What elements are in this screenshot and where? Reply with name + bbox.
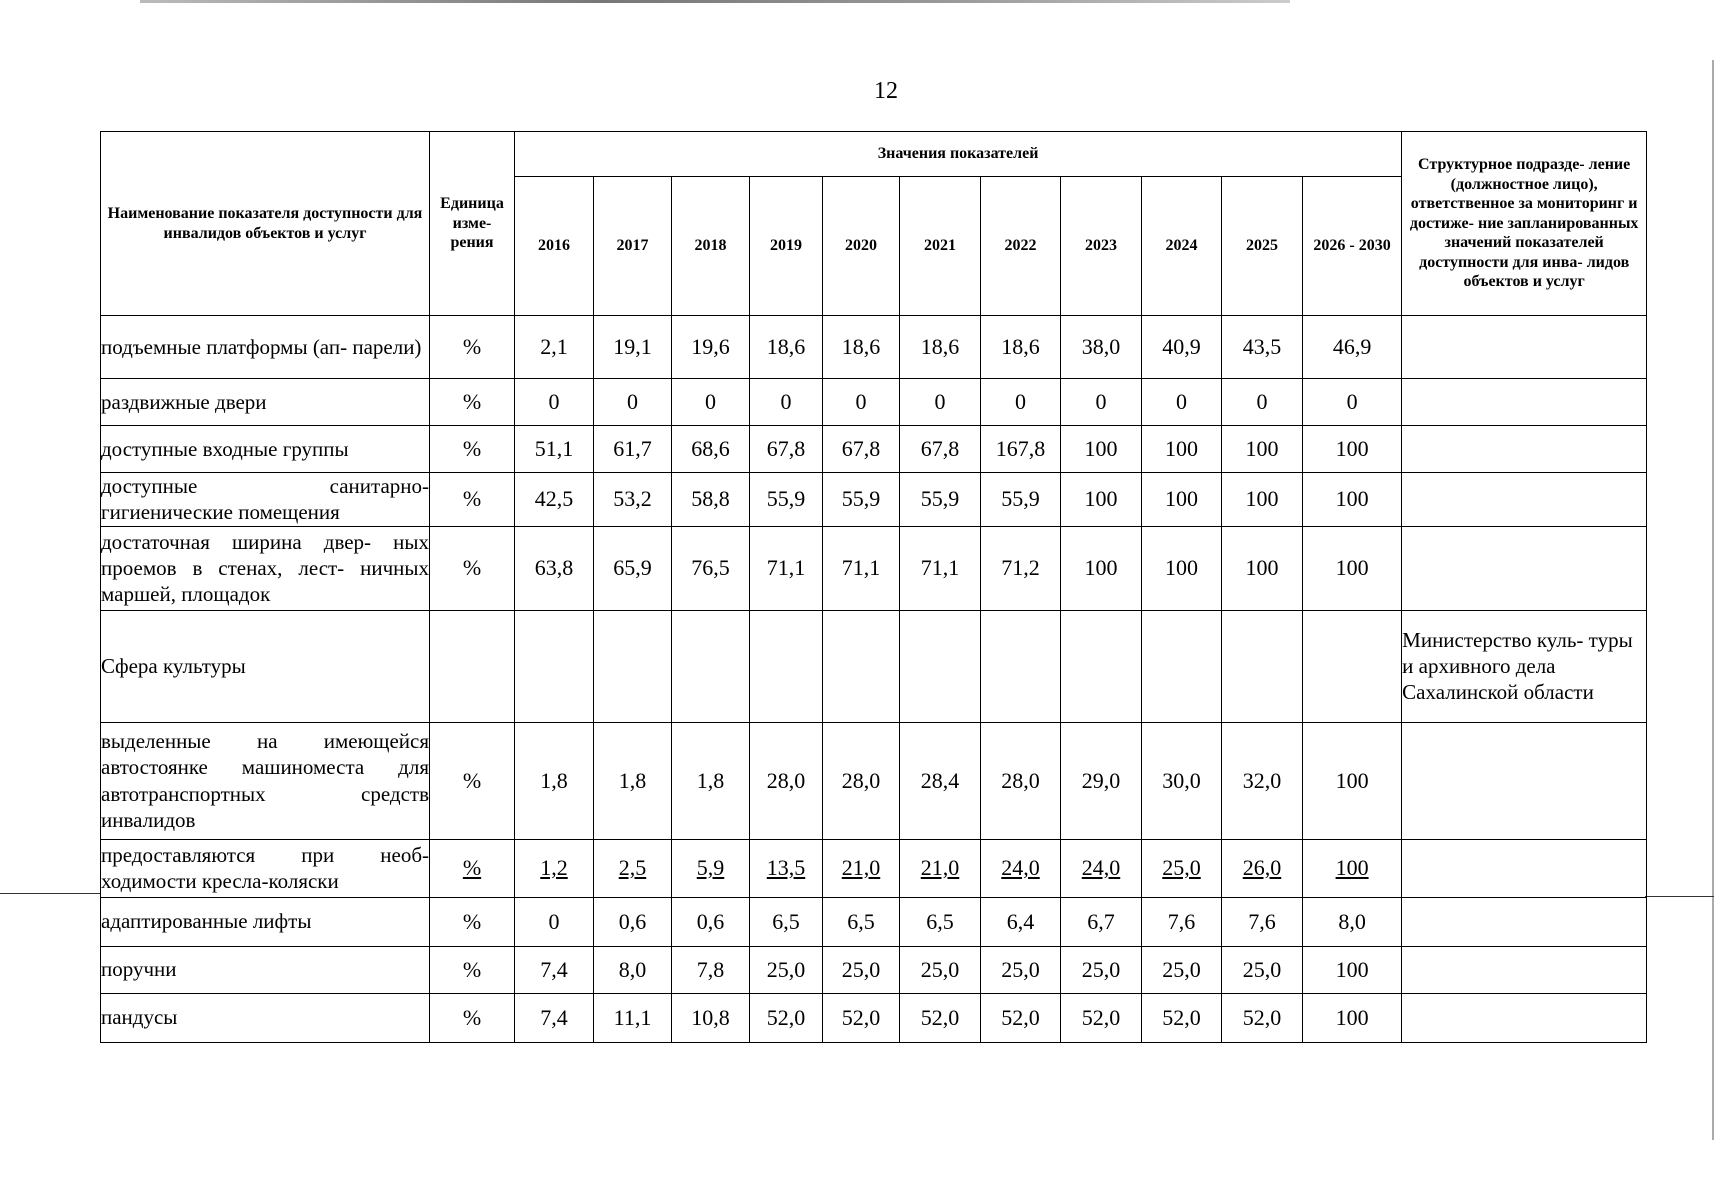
- table-row: [101, 722, 1647, 839]
- value-cell: 0: [900, 379, 981, 426]
- responsible-cell: [1402, 426, 1647, 473]
- value-cell: 25,0: [750, 946, 823, 993]
- value-cell: 100: [1303, 993, 1402, 1042]
- value-cell: [823, 610, 900, 722]
- value-cell: 28,0: [823, 722, 900, 839]
- value-cell: 100: [1303, 722, 1402, 839]
- value-cell: 0,6: [594, 897, 672, 946]
- table-row: [101, 426, 1647, 473]
- header-year: 2022: [981, 177, 1061, 316]
- table-row: [101, 897, 1647, 946]
- unit-cell: %: [430, 993, 515, 1042]
- value-cell: 7,8: [672, 946, 750, 993]
- table-row: [101, 473, 1647, 527]
- responsible-cell: [1402, 379, 1647, 426]
- value-cell: 68,6: [672, 426, 750, 473]
- scan-artifact-line-left: [0, 893, 100, 894]
- value-cell: 24,0: [1061, 839, 1142, 897]
- value-cell: 1,8: [672, 722, 750, 839]
- value-cell: 28,0: [981, 722, 1061, 839]
- value-cell: 67,8: [750, 426, 823, 473]
- responsible-cell: [1402, 473, 1647, 527]
- unit-cell: %: [430, 722, 515, 839]
- value-cell: 6,7: [1061, 897, 1142, 946]
- value-cell: 18,6: [900, 316, 981, 379]
- value-cell: 10,8: [672, 993, 750, 1042]
- value-cell: 52,0: [823, 993, 900, 1042]
- header-year: 2020: [823, 177, 900, 316]
- table-row: [101, 610, 1647, 722]
- unit-cell: %: [430, 839, 515, 897]
- value-cell: [672, 610, 750, 722]
- responsible-cell: [1402, 946, 1647, 993]
- value-cell: 0: [981, 379, 1061, 426]
- indicator-name-cell: предоставляются при необ- ходимости кресла-коляски: [101, 839, 430, 897]
- value-cell: 11,1: [594, 993, 672, 1042]
- header-indicator-name: Наименование показателя доступности для инвалидов объектов и услуг: [101, 132, 430, 316]
- value-cell: 8,0: [1303, 897, 1402, 946]
- header-unit: Единица изме- рения: [430, 132, 515, 316]
- responsible-cell: [1402, 839, 1647, 897]
- value-cell: 0: [594, 379, 672, 426]
- value-cell: 58,8: [672, 473, 750, 527]
- header-year: 2026 - 2030: [1303, 177, 1402, 316]
- value-cell: 67,8: [823, 426, 900, 473]
- value-cell: 100: [1303, 426, 1402, 473]
- responsible-cell: [1402, 993, 1647, 1042]
- value-cell: 100: [1222, 526, 1303, 610]
- value-cell: 38,0: [1061, 316, 1142, 379]
- value-cell: 29,0: [1061, 722, 1142, 839]
- table-body: [101, 316, 1647, 1043]
- value-cell: 7,6: [1142, 897, 1222, 946]
- value-cell: 100: [1222, 473, 1303, 527]
- value-cell: 2,1: [515, 316, 594, 379]
- accessibility-indicators-table: [100, 131, 1647, 1043]
- header-row-1: [101, 132, 1647, 177]
- value-cell: 67,8: [900, 426, 981, 473]
- value-cell: 25,0: [823, 946, 900, 993]
- value-cell: 71,1: [900, 526, 981, 610]
- table-row: [101, 316, 1647, 379]
- value-cell: 24,0: [981, 839, 1061, 897]
- value-cell: [1222, 610, 1303, 722]
- value-cell: 55,9: [823, 473, 900, 527]
- value-cell: 0: [1142, 379, 1222, 426]
- value-cell: 8,0: [594, 946, 672, 993]
- value-cell: [515, 610, 594, 722]
- value-cell: 6,5: [750, 897, 823, 946]
- value-cell: 100: [1303, 526, 1402, 610]
- value-cell: 26,0: [1222, 839, 1303, 897]
- value-cell: 167,8: [981, 426, 1061, 473]
- value-cell: 6,4: [981, 897, 1061, 946]
- value-cell: 7,4: [515, 993, 594, 1042]
- header-values: Значения показателей: [515, 132, 1402, 177]
- value-cell: 100: [1142, 426, 1222, 473]
- value-cell: 21,0: [823, 839, 900, 897]
- value-cell: 52,0: [1222, 993, 1303, 1042]
- unit-cell: %: [430, 426, 515, 473]
- value-cell: 1,8: [515, 722, 594, 839]
- responsible-cell: [1402, 897, 1647, 946]
- value-cell: 0: [823, 379, 900, 426]
- value-cell: 71,2: [981, 526, 1061, 610]
- value-cell: [594, 610, 672, 722]
- value-cell: 5,9: [672, 839, 750, 897]
- indicator-name-cell: доступные санитарно- гигиенические помещения: [101, 474, 429, 525]
- value-cell: 18,6: [823, 316, 900, 379]
- table-row: [101, 946, 1647, 993]
- value-cell: 25,0: [1142, 946, 1222, 993]
- value-cell: 52,0: [1142, 993, 1222, 1042]
- value-cell: 25,0: [1061, 946, 1142, 993]
- scan-artifact-top-line: [140, 0, 1290, 3]
- value-cell: 0: [672, 379, 750, 426]
- value-cell: 0: [1061, 379, 1142, 426]
- unit-cell: [430, 610, 515, 722]
- unit-cell: %: [430, 897, 515, 946]
- value-cell: 43,5: [1222, 316, 1303, 379]
- value-cell: 76,5: [672, 526, 750, 610]
- value-cell: 100: [1061, 526, 1142, 610]
- value-cell: 7,4: [515, 946, 594, 993]
- value-cell: 6,5: [823, 897, 900, 946]
- value-cell: 28,4: [900, 722, 981, 839]
- value-cell: 100: [1222, 426, 1303, 473]
- value-cell: 42,5: [515, 473, 594, 527]
- value-cell: [750, 610, 823, 722]
- value-cell: 30,0: [1142, 722, 1222, 839]
- value-cell: 71,1: [750, 526, 823, 610]
- value-cell: 55,9: [750, 473, 823, 527]
- unit-cell: %: [430, 526, 515, 610]
- value-cell: [1142, 610, 1222, 722]
- value-cell: 52,0: [981, 993, 1061, 1042]
- value-cell: 28,0: [750, 722, 823, 839]
- header-year: 2018: [672, 177, 750, 316]
- responsible-cell: [1402, 316, 1647, 379]
- value-cell: [1061, 610, 1142, 722]
- value-cell: 53,2: [594, 473, 672, 527]
- value-cell: 100: [1303, 473, 1402, 527]
- value-cell: 100: [1061, 426, 1142, 473]
- value-cell: 55,9: [981, 473, 1061, 527]
- value-cell: 13,5: [750, 839, 823, 897]
- table-row: [101, 839, 1647, 897]
- value-cell: 25,0: [900, 946, 981, 993]
- indicator-name-cell: Сфера культуры: [101, 610, 430, 722]
- table-row: [101, 379, 1647, 426]
- indicator-name-cell: поручни: [101, 946, 430, 993]
- value-cell: 100: [1061, 473, 1142, 527]
- responsible-cell: [1402, 526, 1647, 610]
- value-cell: 25,0: [1142, 839, 1222, 897]
- value-cell: 0,6: [672, 897, 750, 946]
- unit-cell: %: [430, 379, 515, 426]
- indicator-name-cell: доступные входные группы: [101, 426, 430, 473]
- value-cell: 55,9: [900, 473, 981, 527]
- value-cell: 21,0: [900, 839, 981, 897]
- header-year: 2021: [900, 177, 981, 316]
- table-row: [101, 993, 1647, 1042]
- unit-cell: %: [430, 946, 515, 993]
- header-year: 2025: [1222, 177, 1303, 316]
- value-cell: 71,1: [823, 526, 900, 610]
- value-cell: [900, 610, 981, 722]
- table-row: [101, 526, 1647, 610]
- indicator-name-cell: адаптированные лифты: [101, 897, 430, 946]
- value-cell: 100: [1303, 839, 1402, 897]
- value-cell: 0: [1303, 379, 1402, 426]
- value-cell: 40,9: [1142, 316, 1222, 379]
- value-cell: 61,7: [594, 426, 672, 473]
- scan-artifact-line-right: [1645, 896, 1714, 897]
- value-cell: 32,0: [1222, 722, 1303, 839]
- page-number: 12: [874, 78, 898, 104]
- header-year: 2019: [750, 177, 823, 316]
- indicator-name-cell: выделенные на имеющейся автостоянке машиноместа для автотранспортных средств инвалидов: [101, 722, 430, 839]
- value-cell: 7,6: [1222, 897, 1303, 946]
- value-cell: [1303, 610, 1402, 722]
- header-year: 2024: [1142, 177, 1222, 316]
- value-cell: 0: [515, 897, 594, 946]
- value-cell: 52,0: [750, 993, 823, 1042]
- indicator-name-cell: подъемные платформы (ап- парели): [101, 316, 430, 379]
- value-cell: 52,0: [900, 993, 981, 1042]
- value-cell: 100: [1142, 526, 1222, 610]
- value-cell: 65,9: [594, 526, 672, 610]
- value-cell: 0: [750, 379, 823, 426]
- header-responsible: Структурное подразде- ление (должностное лицо), ответственное за мониторинг и достиже- ние запланированных значений показателей доступности для инва- лидов объектов и услуг: [1402, 132, 1647, 316]
- value-cell: 100: [1142, 473, 1222, 527]
- value-cell: 1,8: [594, 722, 672, 839]
- header-year: 2016: [515, 177, 594, 316]
- value-cell: 2,5: [594, 839, 672, 897]
- value-cell: 18,6: [750, 316, 823, 379]
- value-cell: 6,5: [900, 897, 981, 946]
- value-cell: 0: [515, 379, 594, 426]
- value-cell: 25,0: [981, 946, 1061, 993]
- value-cell: [981, 610, 1061, 722]
- indicator-name-cell: раздвижные двери: [101, 379, 430, 426]
- responsible-cell: Министерство куль- туры и архивного дела Сахалинской области: [1402, 610, 1647, 722]
- header-year: 2017: [594, 177, 672, 316]
- responsible-cell: [1402, 722, 1647, 839]
- indicator-name-cell: пандусы: [101, 993, 430, 1042]
- value-cell: 0: [1222, 379, 1303, 426]
- unit-cell: %: [430, 473, 515, 527]
- indicator-name-cell: достаточная ширина двер- ных проемов в стенах, лест- ничных маршей, площадок: [101, 526, 430, 610]
- value-cell: 46,9: [1303, 316, 1402, 379]
- value-cell: 51,1: [515, 426, 594, 473]
- value-cell: 19,1: [594, 316, 672, 379]
- value-cell: 100: [1303, 946, 1402, 993]
- header-year: 2023: [1061, 177, 1142, 316]
- value-cell: 52,0: [1061, 993, 1142, 1042]
- value-cell: 1,2: [515, 839, 594, 897]
- value-cell: 63,8: [515, 526, 594, 610]
- value-cell: 25,0: [1222, 946, 1303, 993]
- value-cell: 19,6: [672, 316, 750, 379]
- value-cell: 18,6: [981, 316, 1061, 379]
- unit-cell: %: [430, 316, 515, 379]
